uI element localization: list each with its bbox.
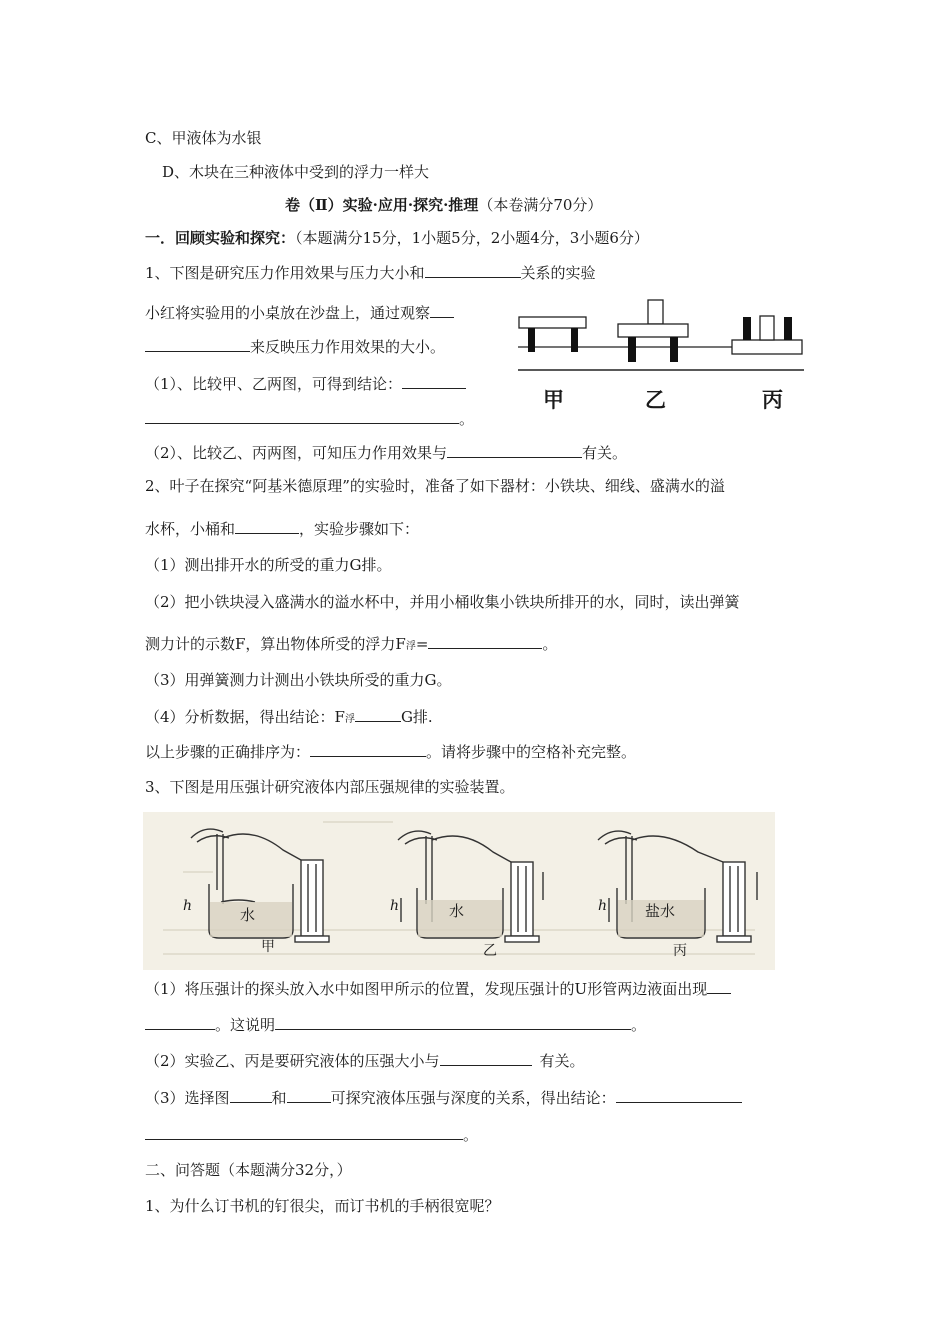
q3-part3 bbox=[145, 1087, 742, 1108]
pressure-gauge-figure bbox=[143, 812, 775, 970]
fig2-label-jia: 甲 bbox=[261, 939, 275, 955]
q2-blank-compare[interactable] bbox=[355, 706, 401, 722]
q2-s2b-text: 测力计的示数F，算出物体所受的浮力F bbox=[145, 635, 406, 653]
part-title bbox=[285, 195, 602, 215]
q2-step2a: （2）把小铁块浸入盛满水的溢水杯中，并用小桶收集小铁块所排开的水，同时，读出弹簧 bbox=[145, 593, 740, 611]
q3-p3-blank-3[interactable] bbox=[616, 1087, 742, 1103]
fig1-label-jia: 甲 bbox=[543, 388, 564, 412]
section-1-heading: 一．回顾实验和探究： bbox=[145, 229, 296, 247]
q1-p2-blank[interactable] bbox=[447, 442, 582, 458]
q3-p1-blank-b[interactable] bbox=[145, 1014, 215, 1030]
q2-blank-1[interactable] bbox=[235, 518, 299, 534]
q3-p3-text-a: （3）选择图 bbox=[145, 1089, 230, 1107]
q3-part1-cont bbox=[145, 1014, 646, 1035]
q2-text-b: ，实验步骤如下： bbox=[299, 520, 420, 538]
q1-blank-2a[interactable] bbox=[430, 302, 454, 318]
fig1-label-bing: 丙 bbox=[762, 388, 783, 412]
q2-s2-end: 。 bbox=[542, 635, 558, 653]
section-1-note: （本题满分15分，1小题5分，2小题4分，3小题6分） bbox=[295, 229, 649, 247]
q1-text-d: 来反映压力作用效果的大小。 bbox=[250, 338, 446, 356]
fig1-label-yi: 乙 bbox=[645, 388, 666, 412]
fig2-h-label-1: h bbox=[183, 898, 193, 914]
part-title-text: 卷（Ⅱ）实验·应用·探究·推理 bbox=[285, 196, 479, 214]
fig2-liquid-1: 水 bbox=[240, 906, 256, 924]
q2-blank-order[interactable] bbox=[310, 741, 426, 757]
q2-step4 bbox=[145, 706, 433, 730]
section-1-title bbox=[145, 228, 649, 248]
q1-p2-end: 有关。 bbox=[582, 444, 628, 462]
q1-line2 bbox=[145, 302, 454, 323]
q3-p3-blank-2[interactable] bbox=[287, 1087, 331, 1103]
q1-p1-end: 。 bbox=[459, 410, 475, 428]
q2-s4-end: G排. bbox=[400, 708, 433, 726]
q1-part2 bbox=[145, 442, 627, 463]
table-sand-figure bbox=[510, 296, 810, 414]
q2-text-a: 水杯，小桶和 bbox=[145, 520, 236, 538]
q3-part2 bbox=[145, 1050, 585, 1071]
q1-line3 bbox=[145, 336, 445, 357]
fig2-label-yi: 乙 bbox=[483, 943, 497, 959]
q3-p1-end: 。 bbox=[631, 1016, 647, 1034]
q1-text-a: 1、下图是研究压力作用效果与压力大小和 bbox=[145, 264, 425, 282]
q2-equals: = bbox=[415, 635, 429, 653]
fig2-liquid-2: 水 bbox=[449, 902, 465, 920]
q3-part3-cont bbox=[145, 1124, 478, 1145]
q3-p3-text-c: 可探究液体压强与深度的关系，得出结论： bbox=[330, 1089, 616, 1107]
section-2-title: 二、问答题（本题满分32分，） bbox=[145, 1161, 352, 1179]
q1-blank-1[interactable] bbox=[425, 262, 521, 278]
q1-text-c: 小红将实验用的小桌放在沙盘上，通过观察 bbox=[145, 304, 431, 322]
section-2-q1: 1、为什么订书机的钉很尖，而订书机的手柄很宽呢？ bbox=[145, 1197, 500, 1215]
q3-p1-blank-a[interactable] bbox=[707, 978, 731, 994]
q3-p1-text: （1）将压强计的探头放入水中如图甲所示的位置，发现压强计的U形管两边液面出现 bbox=[145, 980, 708, 998]
fig2-h-label-2: h bbox=[390, 898, 400, 914]
q3-line1: 3、下图是用压强计研究液体内部压强规律的实验装置。 bbox=[145, 778, 515, 796]
fig2-label-bing: 丙 bbox=[673, 943, 687, 959]
q3-p3-end: 。 bbox=[463, 1126, 479, 1144]
q1-text-b: 关系的实验 bbox=[520, 264, 596, 282]
q3-p2-end: 有关。 bbox=[539, 1052, 585, 1070]
q2-s4-text: （4）分析数据，得出结论：F bbox=[145, 708, 345, 726]
option-d: D、木块在三种液体中受到的浮力一样大 bbox=[162, 163, 430, 181]
q3-p2-blank[interactable] bbox=[440, 1050, 532, 1066]
q1-line1 bbox=[145, 262, 596, 283]
q2-order-text: 以上步骤的正确排序为： bbox=[145, 743, 311, 761]
q2-step1: （1）测出排开水的所受的重力G排。 bbox=[145, 556, 392, 574]
q1-p1-blank-a[interactable] bbox=[402, 373, 466, 389]
q3-p1-blank-c[interactable] bbox=[275, 1014, 631, 1030]
fig2-h-label-3: h bbox=[598, 898, 608, 914]
q1-part1 bbox=[145, 373, 466, 394]
q1-part1-cont bbox=[145, 408, 474, 429]
q3-p1-text-b: 。这说明 bbox=[215, 1016, 276, 1034]
q3-p3-blank-4[interactable] bbox=[145, 1124, 463, 1140]
q2-line1: 2、叶子在探究“阿基米德原理”的实验时，准备了如下器材：小铁块、细线、盛满水的溢 bbox=[145, 477, 725, 495]
q3-p3-blank-1[interactable] bbox=[230, 1087, 272, 1103]
q1-p1-text: （1）、比较甲、乙两图，可得到结论： bbox=[145, 375, 403, 393]
q3-p3-text-b: 和 bbox=[271, 1089, 287, 1107]
part-title-note: （本卷满分70分） bbox=[478, 196, 603, 214]
q2-order-end: 。请将步骤中的空格补充完整。 bbox=[426, 743, 637, 761]
q2-line2 bbox=[145, 518, 419, 539]
fig2-liquid-3: 盐水 bbox=[645, 902, 676, 920]
q2-step3: （3）用弹簧测力计测出小铁块所受的重力G。 bbox=[145, 671, 452, 689]
q2-blank-fu[interactable] bbox=[428, 633, 542, 649]
q2-step2b bbox=[145, 633, 557, 657]
q1-p1-blank-b[interactable] bbox=[145, 408, 459, 424]
q1-blank-2b[interactable] bbox=[145, 336, 250, 352]
q1-p2-text: （2）、比较乙、丙两图，可知压力作用效果与 bbox=[145, 444, 448, 462]
q3-part1 bbox=[145, 978, 731, 999]
q2-s4-subscript: 浮 bbox=[344, 714, 355, 725]
q2-order bbox=[145, 741, 636, 762]
q3-p2-text: （2）实验乙、丙是要研究液体的压强大小与 bbox=[145, 1052, 440, 1070]
q2-subscript-fu: 浮 bbox=[405, 641, 416, 652]
option-c: C、甲液体为水银 bbox=[145, 129, 262, 147]
